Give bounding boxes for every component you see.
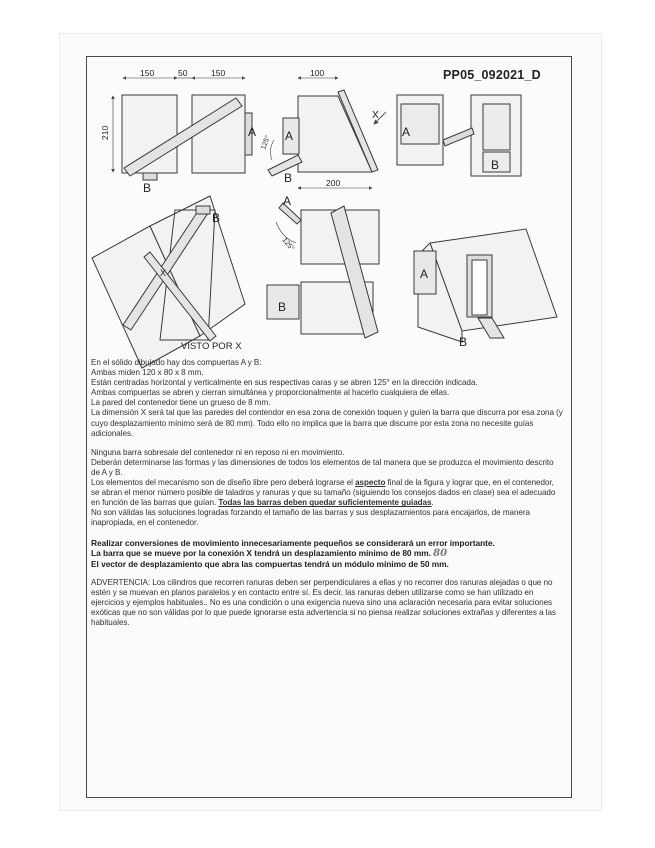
paragraph-9-c: final de la figura y lograr que, en el contenedor, se abran el menor número posible de taladros y ranuras y que su tamaño (siguiendo los consejos dados en clase) sea el adecuado en función de las barras que guían. <box>91 478 556 508</box>
label-b-3: B <box>491 158 500 172</box>
label-x-1: X <box>372 110 379 121</box>
dim-100: 100 <box>310 68 325 78</box>
gate-opening-drawing <box>267 203 379 338</box>
label-b-4: B <box>212 211 221 225</box>
label-b-5: B <box>278 300 287 314</box>
label-b-6: B <box>459 335 468 349</box>
paragraph-9 <box>91 478 564 508</box>
paragraph-8: Deberán determinarse las formas y las dimensiones de todos los elementos de tal manera que se produzca el movimiento descrito de A y B. <box>91 457 554 477</box>
isometric-drawing <box>414 229 557 342</box>
paragraph-5: La pared del contenedor tiene un grueso de 8 mm. <box>91 398 271 408</box>
dim-150-b: 150 <box>211 68 226 78</box>
dim-150-a: 150 <box>140 68 155 78</box>
label-a-5: A <box>283 194 292 208</box>
paragraph-4: Ambas compuertas se abren y cierran simultánea y proporcionalmente al hacerlo cualquiera de ellas. <box>91 388 450 398</box>
dim-50: 50 <box>178 68 188 78</box>
bold-rule-3: El vector de desplazamiento que abra las compuertas tendrá un módulo mínimo de 50 mm. <box>91 558 449 569</box>
aspecto-emphasis: aspecto <box>355 478 386 488</box>
paragraph-3: Están centradas horizontal y verticalmente en sus respectivas caras y se abren 125° en la dirección indicada. <box>91 378 478 388</box>
label-b-1: B <box>143 181 152 195</box>
top-view-drawing <box>397 95 521 176</box>
paragraph-2: Ambas miden 120 x 80 x 8 mm. <box>91 368 204 378</box>
handwritten-note: 80 <box>433 547 447 559</box>
dim-210: 210 <box>100 125 110 140</box>
visto-por-x-label: VISTO POR X <box>181 341 242 352</box>
bold-rule-2-text: La barra que se mueve por la conexión X tendrá un desplazamiento mínimo de 80 mm. <box>91 547 431 558</box>
bold-rule-1: Realizar conversiones de movimiento innecesariamente pequeños se considerará un error importante. <box>91 537 495 548</box>
label-b-2: B <box>284 171 293 185</box>
angle-label-2: 125° <box>280 236 296 253</box>
label-a-1: A <box>248 125 257 139</box>
label-a-2: A <box>285 129 294 143</box>
paragraph-10: No son válidas las soluciones logradas forzando el tamaño de las barras y sus desplazamientos para encajarlos, de manera inapropiada, en el contenedor. <box>91 508 530 528</box>
paragraph-9-e: . <box>431 498 434 508</box>
dim-200: 200 <box>326 178 341 188</box>
label-x-2: X <box>160 268 167 278</box>
label-a-3: A <box>402 125 411 139</box>
warning-paragraph: ADVERTENCIA: Los cilindros que recorren ranuras deben ser perpendiculares a ellas y no recorrer dos ranuras alejadas o que no estén y se muevan en planos paralelos y en contacto entre sí. Es decir, las ranuras deben utilizarse como se han utilizado en ejercicios y ejemplos habituales.. No es una condición o una exigencia nueva sino una aclaración necesaria para evitar soluciones exóticas que no son válidas por lo que puede ignorarse esta advertencia si no piensa realizar soluciones extrañas y diferentes a las habituales. <box>91 577 556 628</box>
description-block <box>91 358 564 628</box>
paragraph-9-a: Los elementos del mecanismo son de diseño libre pero deberá lograrse el <box>91 478 356 488</box>
guided-bars-emphasis: Todas las barras deben quedar suficientemente guiadas <box>218 498 432 508</box>
angle-label-1: 125° <box>260 134 272 151</box>
paragraph-1: En el sólido dibujado hay dos compuertas A y B: <box>91 358 262 367</box>
front-view-drawing <box>113 78 252 180</box>
paragraph-7: Ninguna barra sobresale del contenedor ni en reposo ni en movimiento. <box>91 447 345 457</box>
label-a-4: A <box>420 267 429 281</box>
document-code: PP05_092021_D <box>443 68 541 82</box>
paragraph-6: La dimensión X será tal que las paredes del contendor en esa zona de conexión toquen y guíen la barra que discurra por esa zona (y cuyo desplazamiento mínimo será de 80 mm). Todo ello no implica que la barra que discurre por esta zona no necesite guías adicionales. <box>91 408 563 438</box>
bold-rule-2 <box>91 548 564 559</box>
